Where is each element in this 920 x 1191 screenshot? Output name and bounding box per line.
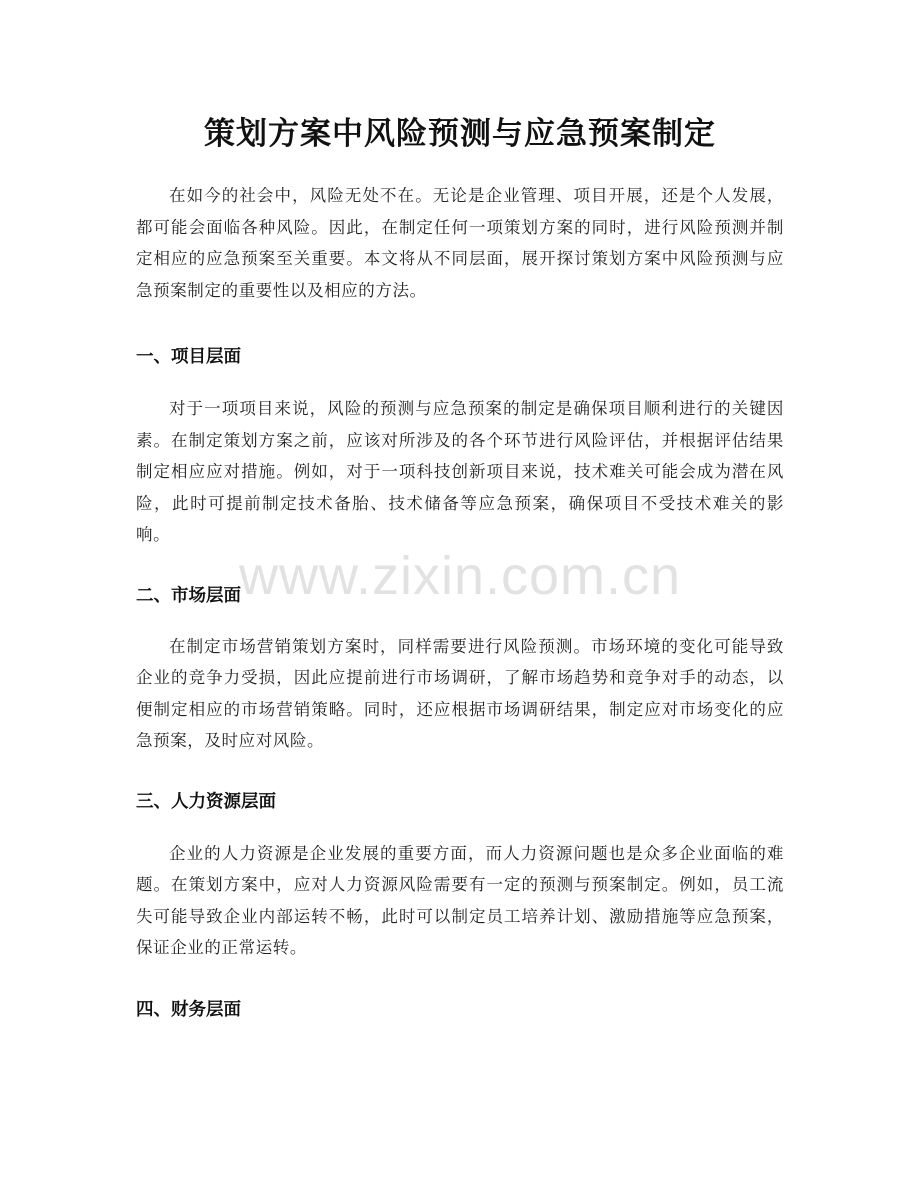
document-title: 策划方案中风险预测与应急预案制定 [204, 116, 716, 152]
section-heading-hr: 三、人力资源层面 [136, 791, 276, 812]
section-heading-project: 一、项目层面 [136, 347, 241, 367]
section-heading-market: 二、市场层面 [136, 585, 241, 606]
section-body-market: 在制定市场营销策划方案时，同样需要进行风险预测。市场环境的变化可能导致企业的竞争力受损，因此应提前进行市场调研，了解市场趋势和竞争对手的动态，以便制定相应的市场营销策略。同时，还应根据市场调研结果，制定应对市场变化的应急预案，及时应对风险。 [136, 636, 784, 750]
section-body-project: 对于一项项目来说，风险的预测与应急预案的制定是确保项目顺利进行的关键因素。在制定策划方案之前，应该对所涉及的各个环节进行风险评估，并根据评估结果制定相应应对措施。例如，对于一项科技创新项目来说，技术难关可能会成为潜在风险，此时可提前制定技术备胎、技术储备等应急预案，确保项目不受技术难关的影响。 [136, 399, 784, 544]
section-body-hr: 企业的人力资源是企业发展的重要方面，而人力资源问题也是众多企业面临的难题。在策划方案中，应对人力资源风险需要有一定的预测与预案制定。例如，员工流失可能导致企业内部运转不畅，此时可以制定员工培养计划、激励措施等应急预案，保证企业的正常运转。 [136, 843, 784, 957]
section-heading-finance: 四、财务层面 [136, 999, 241, 1020]
document-body [136, 180, 784, 1026]
watermark: www.zixin.com.cn [238, 546, 682, 606]
intro-paragraph: 在如今的社会中，风险无处不在。无论是企业管理、项目开展，还是个人发展，都可能会面临各种风险。因此，在制定任何一项策划方案的同时，进行风险预测并制定相应的应急预案至关重要。本文将从不同层面，展开探讨策划方案中风险预测与应急预案制定的重要性以及相应的方法。 [136, 186, 784, 300]
